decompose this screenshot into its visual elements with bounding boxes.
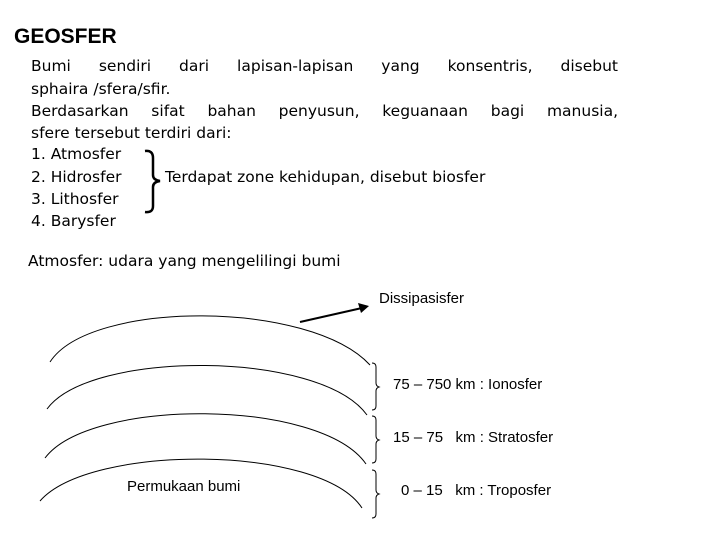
list-item: 1. Atmosfer	[31, 145, 122, 163]
layer-arc-dissipasisfer	[50, 316, 370, 365]
layer-brace	[372, 470, 379, 518]
dissipasisfer-label: Dissipasisfer	[379, 290, 465, 307]
intro-line-4: sfere tersebut terdiri dari:	[31, 124, 232, 142]
atmosfer-definition: Atmosfer: udara yang mengelilingi bumi	[28, 252, 341, 270]
ionosfer-label: 75 – 750 km : Ionosfer	[393, 376, 543, 393]
list-item: 4. Barysfer	[31, 212, 116, 230]
layer-arc-stratosfer	[45, 414, 366, 464]
list-brace	[145, 151, 160, 212]
biosfer-note: Terdapat zone kehidupan, disebut biosfer	[165, 168, 486, 186]
troposfer-label: 0 – 15 km : Troposfer	[401, 482, 552, 499]
intro-line-2: sphaira /sfera/sfir.	[31, 80, 171, 98]
list-item: 3. Lithosfer	[31, 190, 119, 208]
layer-brace	[372, 416, 379, 463]
stratosfer-label: 15 – 75 km : Stratosfer	[393, 429, 554, 446]
page-title: GEOSFER	[14, 25, 117, 48]
list-item: 2. Hidrosfer	[31, 168, 122, 186]
intro-line-3: Berdasarkan sifat bahan penyusun, keguanaan bagi manusia,	[31, 102, 618, 120]
layer-brace	[372, 363, 379, 410]
intro-line-1: Bumi sendiri dari lapisan-lapisan yang konsentris, disebut	[31, 57, 618, 75]
surface-label: Permukaan bumi	[127, 478, 241, 495]
layer-arc-ionosfer	[47, 365, 367, 415]
arrow-icon	[300, 308, 362, 322]
